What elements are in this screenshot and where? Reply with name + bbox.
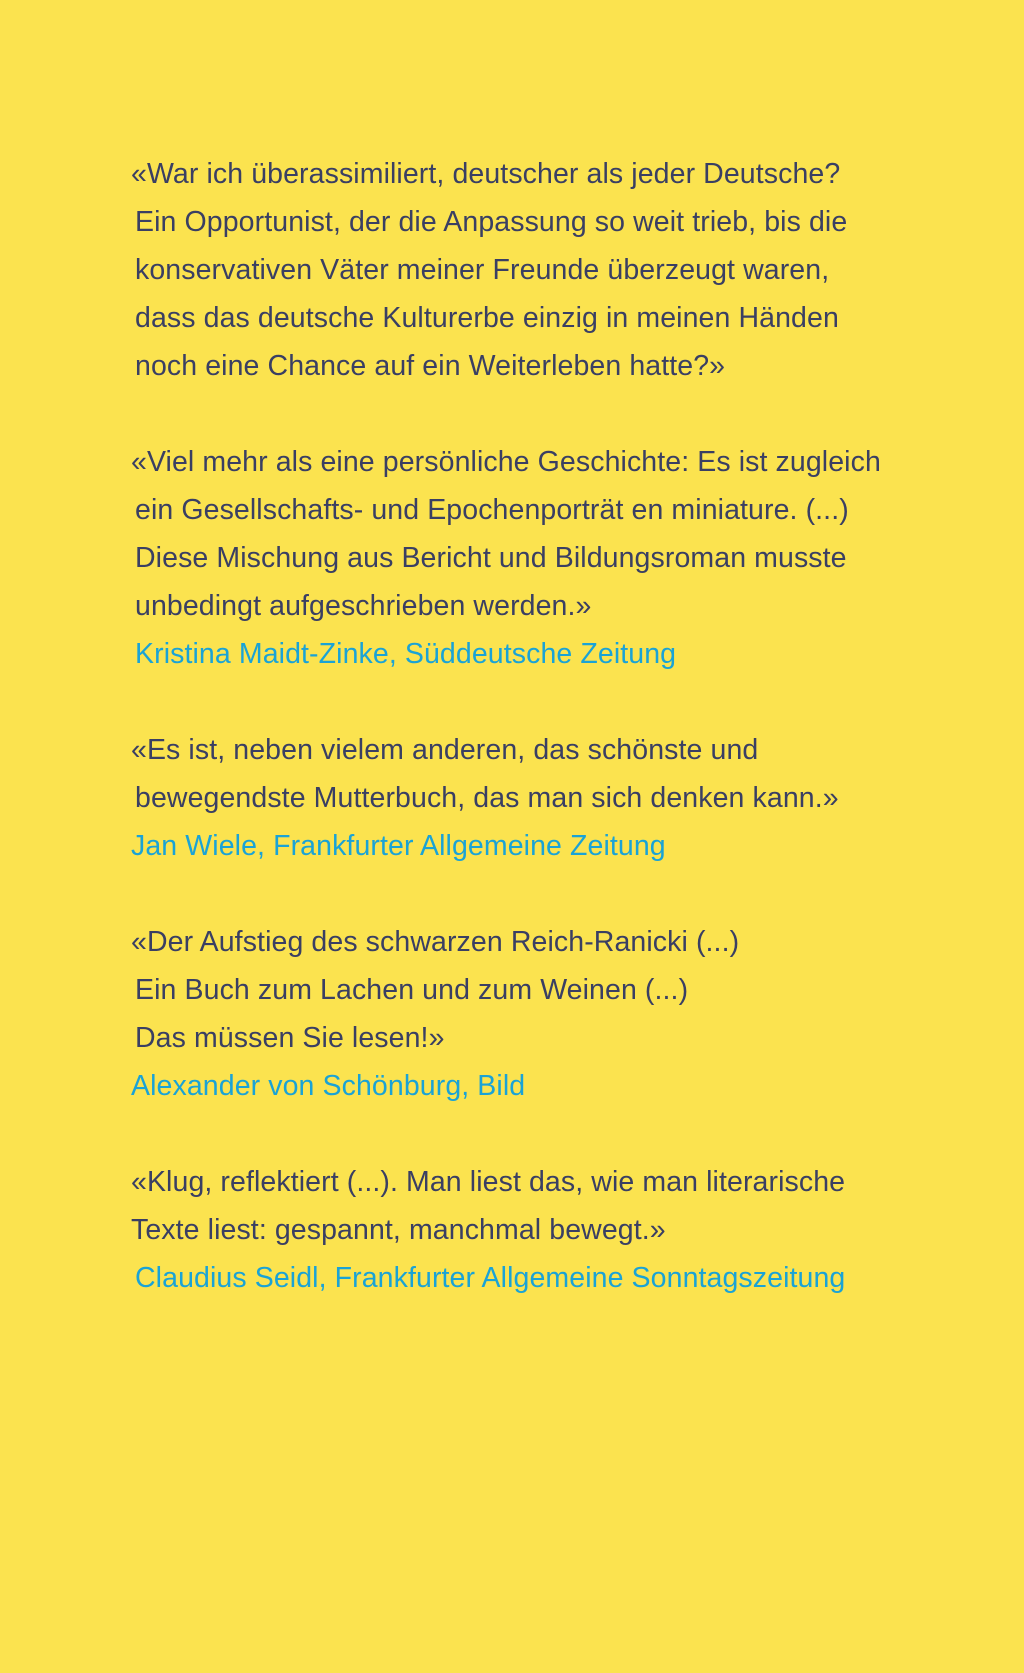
quote-line: Texte liest: gespannt, manchmal bewegt.» [131,1214,666,1246]
quote-attribution: Jan Wiele, Frankfurter Allgemeine Zeitung [131,830,666,862]
quote-block-2 [131,438,934,678]
quote-block-5 [131,1158,934,1302]
quote-line: «Viel mehr als eine persönliche Geschichte: Es ist zugleich [131,446,881,478]
quote-line: Ein Buch zum Lachen und zum Weinen (...) [135,974,689,1006]
quote-line: konservativen Väter meiner Freunde überzeugt waren, [135,254,830,286]
quote-line: Das müssen Sie lesen!» [135,1022,445,1054]
quote-line: noch eine Chance auf ein Weiterleben hatte?» [135,350,726,382]
quote-line: «Es ist, neben vielem anderen, das schönste und [131,734,759,766]
quote-line: dass das deutsche Kulturerbe einzig in meinen Händen [135,302,839,334]
quote-attribution: Kristina Maidt-Zinke, Süddeutsche Zeitung [135,638,677,670]
quote-attribution: Alexander von Schönburg, Bild [131,1070,526,1102]
quote-block-3 [131,726,934,870]
quote-line: «Klug, reflektiert (...). Man liest das, wie man literarische [131,1166,846,1198]
quote-line: bewegendste Mutterbuch, das man sich denken kann.» [135,782,839,814]
quote-line: ein Gesellschafts- und Epochenporträt en miniature. (...) [135,494,849,526]
quote-line: Ein Opportunist, der die Anpassung so weit trieb, bis die [135,206,848,238]
quote-block-4 [131,918,934,1110]
quote-line: «War ich überassimiliert, deutscher als jeder Deutsche? [131,158,841,190]
quote-block-1 [131,150,934,390]
quote-line: Diese Mischung aus Bericht und Bildungsroman musste [135,542,847,574]
quote-line: «Der Aufstieg des schwarzen Reich-Ranicki (...) [131,926,740,958]
quote-attribution: Claudius Seidl, Frankfurter Allgemeine Sonntagszeitung [135,1262,846,1294]
quote-line: unbedingt aufgeschrieben werden.» [135,590,592,622]
